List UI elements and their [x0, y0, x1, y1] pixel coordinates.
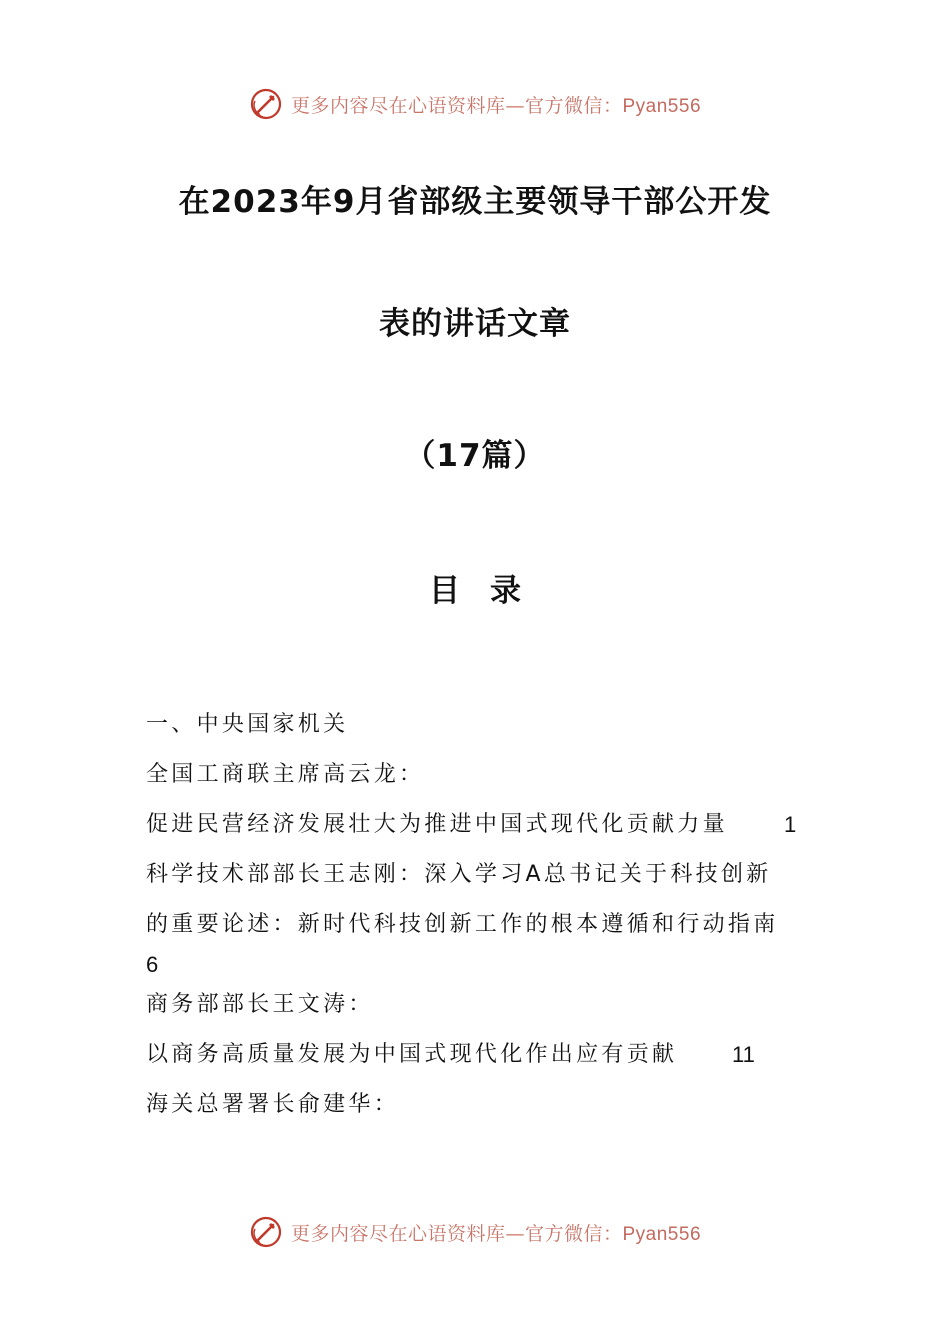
- watermark-text: 更多内容尽在心语资料库—官方微信：Pyan556: [290, 1222, 702, 1245]
- toc-entry-page: 1: [784, 812, 797, 837]
- document-title-line-1: 在2023年9月省部级主要领导干部公开发: [178, 184, 772, 220]
- pen-logo-icon: [249, 1215, 283, 1249]
- watermark-text: 更多内容尽在心语资料库—官方微信：Pyan556: [290, 94, 702, 117]
- watermark-banner-bottom: [0, 1212, 950, 1252]
- toc-entry-page-number: 6: [146, 952, 159, 977]
- watermark-banner-top: [0, 84, 950, 124]
- toc-entry-page: 11: [732, 1042, 755, 1067]
- toc-entry-author: 全国工商联主席高云龙：: [146, 762, 425, 787]
- document-title-count: （17篇）: [404, 438, 546, 474]
- toc-entry-title: [146, 1030, 816, 1080]
- pen-logo-icon: [249, 87, 283, 121]
- toc-entry-author: 商务部部长王文涛：: [146, 992, 374, 1017]
- document-title-line-2: 表的讲话文章: [379, 306, 571, 342]
- toc-section-heading: 一、中央国家机关: [146, 712, 349, 737]
- toc-heading: 目录: [429, 573, 551, 609]
- toc-entry-title-text: 以商务高质量发展为中国式现代化作出应有贡献: [146, 1042, 678, 1067]
- toc-entry-title: [146, 800, 816, 850]
- toc-entry-title: 科学技术部部长王志刚：深入学习A总书记关于科技创新: [146, 862, 772, 887]
- toc-entry-title-continued: 的重要论述：新时代科技创新工作的根本遵循和行动指南: [146, 912, 779, 937]
- table-of-contents: [146, 700, 816, 1130]
- toc-entry-title-text: 促进民营经济发展壮大为推进中国式现代化贡献力量: [146, 812, 728, 837]
- toc-entry-author: 海关总署署长俞建华：: [146, 1092, 400, 1117]
- toc-entry-page: [146, 950, 816, 980]
